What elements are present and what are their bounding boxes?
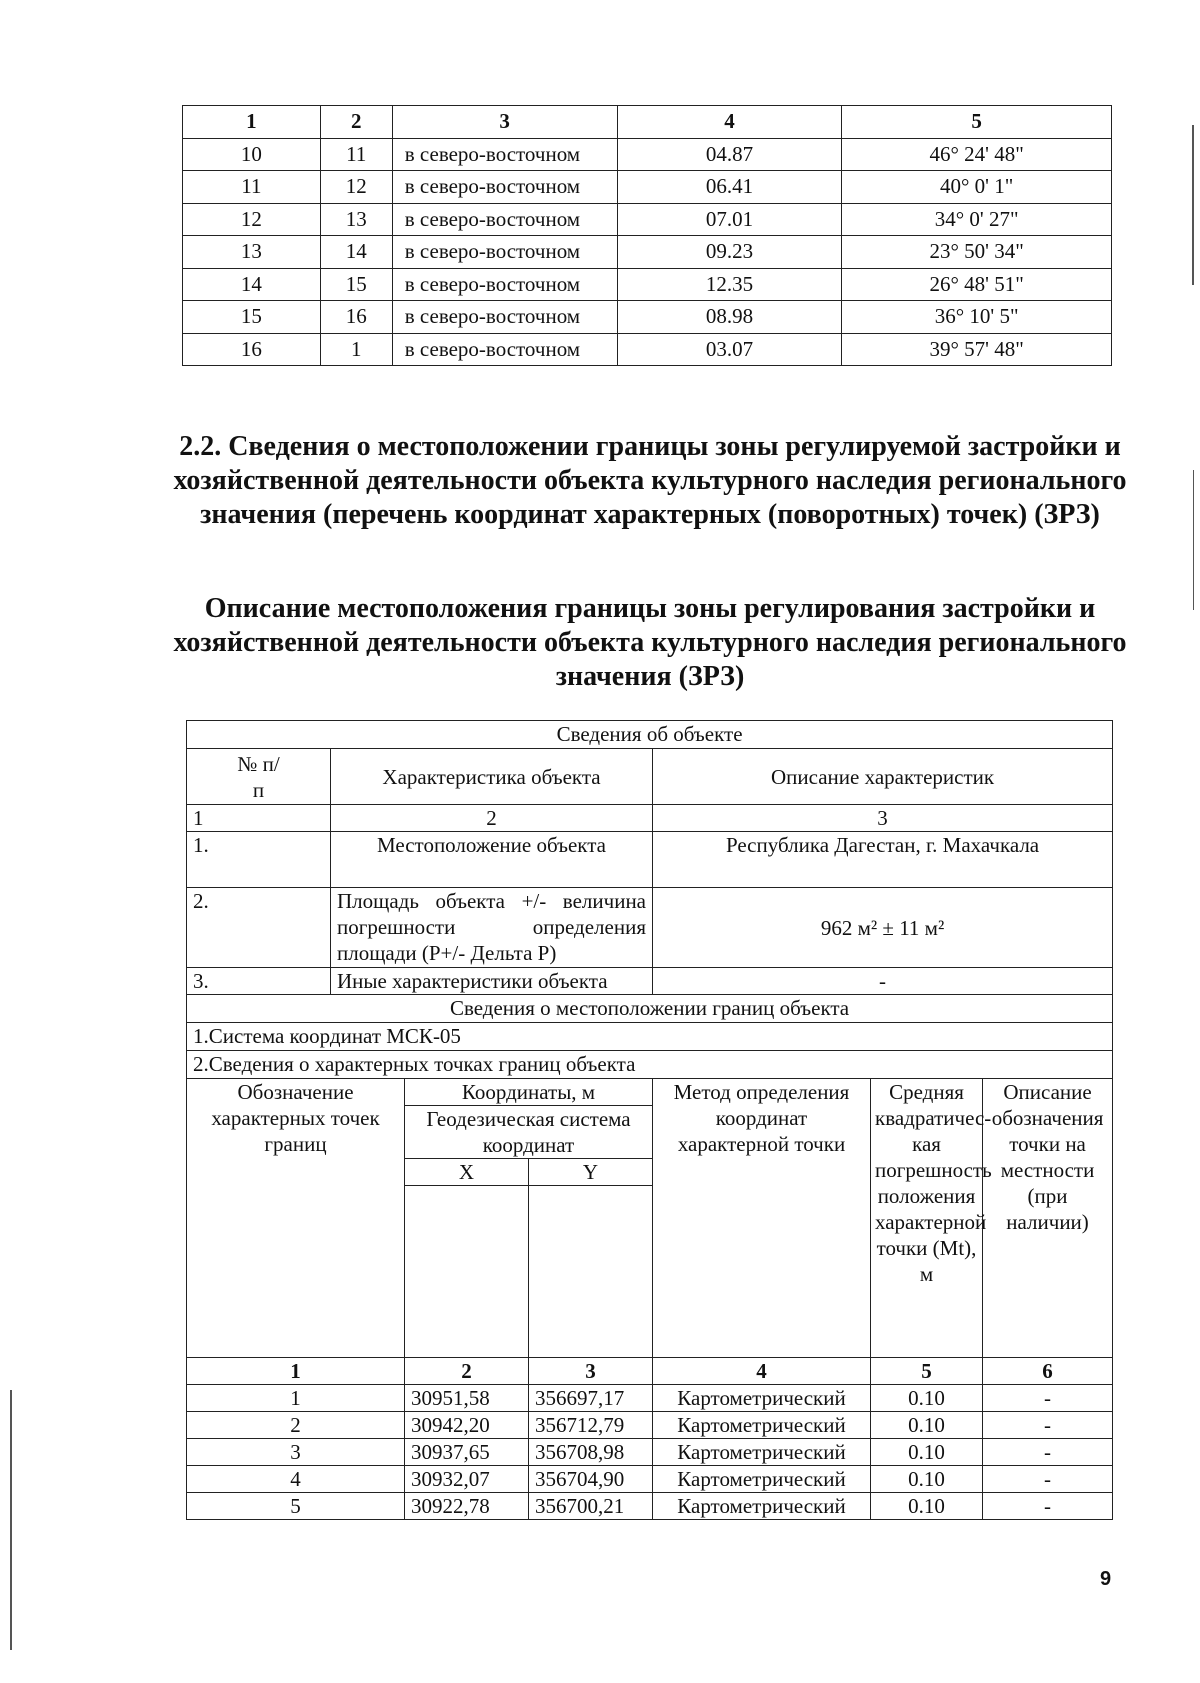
bearing-header-cell: 3 xyxy=(392,106,617,139)
points-title: 2.Сведения о характерных точках границ объекта xyxy=(187,1051,1113,1079)
index-cell: 2 xyxy=(331,805,653,832)
coord-system: 1.Система координат МСК-05 xyxy=(187,1023,1113,1051)
table-row xyxy=(183,301,1112,334)
bearing-header-cell: 1 xyxy=(183,106,321,139)
points-index-cell: 4 xyxy=(653,1358,871,1385)
from-point-cell: 10 xyxy=(183,138,321,171)
points-header-row xyxy=(187,1079,1113,1159)
points-index-cell: 3 xyxy=(529,1358,653,1385)
y-cell: 356697,17 xyxy=(529,1385,653,1412)
coords-header xyxy=(405,1079,653,1159)
description-header: Описание характеристик xyxy=(653,749,1113,805)
method-cell: Картометрический xyxy=(653,1412,871,1439)
x-header-spacer xyxy=(405,1186,529,1358)
from-point-cell: 11 xyxy=(183,171,321,204)
section-heading: 2.2. Сведения о местоположении границы зоны регулируемой застройки и хозяйственной деятельности объекта культурного наследия регионального значения (перечень координат характерных (поворотных) точек) (ЗРЗ) xyxy=(173,431,1127,530)
object-row-number: 2. xyxy=(187,888,331,968)
object-row-number: 1. xyxy=(187,832,331,888)
y-header: Y xyxy=(529,1159,653,1186)
from-point-cell: 15 xyxy=(183,301,321,334)
object-row-value: - xyxy=(653,968,1113,995)
error-cell: 0.10 xyxy=(871,1493,983,1520)
angle-cell: 36° 10' 5" xyxy=(842,301,1112,334)
table-row xyxy=(187,1412,1113,1439)
table-row xyxy=(187,1385,1113,1412)
object-row xyxy=(187,832,1113,888)
distance-cell: 04.87 xyxy=(617,138,842,171)
boundary-title: Сведения о местоположении границ объекта xyxy=(187,995,1113,1023)
bearing-table xyxy=(182,105,1112,366)
object-title-row xyxy=(187,721,1113,749)
point-id-cell: 4 xyxy=(187,1466,405,1493)
method-cell: Картометрический xyxy=(653,1439,871,1466)
to-point-cell: 15 xyxy=(320,268,392,301)
table-row xyxy=(183,171,1112,204)
error-cell: 0.10 xyxy=(871,1439,983,1466)
point-description-cell: - xyxy=(983,1412,1113,1439)
points-index-cell: 6 xyxy=(983,1358,1113,1385)
point-id-cell: 2 xyxy=(187,1412,405,1439)
error-cell: 0.10 xyxy=(871,1412,983,1439)
from-point-cell: 16 xyxy=(183,333,321,366)
table-row xyxy=(183,333,1112,366)
object-header-row xyxy=(187,749,1113,805)
direction-cell: в северо-восточном xyxy=(392,301,617,334)
point-description-cell: - xyxy=(983,1385,1113,1412)
direction-cell: в северо-восточном xyxy=(392,171,617,204)
object-row-value: 962 м² ± 11 м² xyxy=(653,888,1113,968)
distance-cell: 07.01 xyxy=(617,203,842,236)
direction-cell: в северо-восточном xyxy=(392,333,617,366)
angle-cell: 23° 50' 34" xyxy=(842,236,1112,269)
table-row xyxy=(183,138,1112,171)
distance-cell: 08.98 xyxy=(617,301,842,334)
point-id-cell: 1 xyxy=(187,1385,405,1412)
object-info-title: Сведения об объекте xyxy=(187,721,1113,749)
table-row xyxy=(187,1439,1113,1466)
y-cell: 356700,21 xyxy=(529,1493,653,1520)
point-id-cell: 5 xyxy=(187,1493,405,1520)
from-point-cell: 13 xyxy=(183,236,321,269)
y-cell: 356704,90 xyxy=(529,1466,653,1493)
object-row-characteristic: Местоположение объекта xyxy=(331,832,653,888)
angle-cell: 39° 57' 48" xyxy=(842,333,1112,366)
y-cell: 356708,98 xyxy=(529,1439,653,1466)
coords-label: Координаты, м xyxy=(405,1079,652,1106)
error-cell: 0.10 xyxy=(871,1466,983,1493)
table-row xyxy=(183,203,1112,236)
scan-edge-mark xyxy=(1193,470,1194,610)
distance-cell: 12.35 xyxy=(617,268,842,301)
angle-cell: 40° 0' 1" xyxy=(842,171,1112,204)
object-row-characteristic: Иные характеристики объекта xyxy=(331,968,653,995)
page-number: 9 xyxy=(1100,1568,1112,1590)
object-index-row xyxy=(187,805,1113,832)
bearing-table-header-row xyxy=(183,106,1112,139)
x-cell: 30937,65 xyxy=(405,1439,529,1466)
characteristic-header: Характеристика объекта xyxy=(331,749,653,805)
to-point-cell: 16 xyxy=(320,301,392,334)
number-header: № п/п xyxy=(187,749,331,805)
point-description-cell: - xyxy=(983,1439,1113,1466)
x-cell: 30942,20 xyxy=(405,1412,529,1439)
error-header: Средняя квадратичес-кая погрешность положения характерной точки (Mt), м xyxy=(871,1079,983,1358)
angle-cell: 46° 24' 48" xyxy=(842,138,1112,171)
table-row xyxy=(187,1493,1113,1520)
distance-cell: 09.23 xyxy=(617,236,842,269)
to-point-cell: 13 xyxy=(320,203,392,236)
angle-cell: 34° 0' 27" xyxy=(842,203,1112,236)
direction-cell: в северо-восточном xyxy=(392,236,617,269)
points-index-row xyxy=(187,1358,1113,1385)
points-index-cell: 5 xyxy=(871,1358,983,1385)
scan-edge-mark xyxy=(1192,125,1194,285)
object-row xyxy=(187,968,1113,995)
direction-cell: в северо-восточном xyxy=(392,138,617,171)
object-row-characteristic: Площадь объекта +/- величина погрешности определения площади (P+/- Дельта P) xyxy=(331,888,653,968)
method-header: Метод определения координат характерной точки xyxy=(653,1079,871,1358)
point-id-cell: 3 xyxy=(187,1439,405,1466)
table-row xyxy=(187,1466,1113,1493)
table-row xyxy=(183,236,1112,269)
to-point-cell: 14 xyxy=(320,236,392,269)
angle-cell: 26° 48' 51" xyxy=(842,268,1112,301)
index-cell: 1 xyxy=(187,805,331,832)
x-cell: 30932,07 xyxy=(405,1466,529,1493)
points-index-cell: 1 xyxy=(187,1358,405,1385)
geodetic-label: Геодезическая система координат xyxy=(426,1107,631,1157)
to-point-cell: 1 xyxy=(320,333,392,366)
to-point-cell: 11 xyxy=(320,138,392,171)
index-cell: 3 xyxy=(653,805,1113,832)
object-row xyxy=(187,888,1113,968)
coord-system-row xyxy=(187,1023,1113,1051)
method-cell: Картометрический xyxy=(653,1466,871,1493)
points-index-cell: 2 xyxy=(405,1358,529,1385)
bearing-header-cell: 4 xyxy=(617,106,842,139)
table-row xyxy=(183,268,1112,301)
point-description-cell: - xyxy=(983,1466,1113,1493)
point-description-header: Описание обозначения точки на местности (при наличии) xyxy=(983,1079,1113,1358)
distance-cell: 06.41 xyxy=(617,171,842,204)
point-description-cell: - xyxy=(983,1493,1113,1520)
designation-header: Обозначение характерных точек границ xyxy=(187,1079,405,1358)
method-cell: Картометрический xyxy=(653,1493,871,1520)
method-cell: Картометрический xyxy=(653,1385,871,1412)
object-row-value: Республика Дагестан, г. Махачкала xyxy=(653,832,1113,888)
direction-cell: в северо-восточном xyxy=(392,203,617,236)
to-point-cell: 12 xyxy=(320,171,392,204)
object-row-number: 3. xyxy=(187,968,331,995)
distance-cell: 03.07 xyxy=(617,333,842,366)
y-cell: 356712,79 xyxy=(529,1412,653,1439)
y-header-spacer xyxy=(529,1186,653,1358)
x-header: X xyxy=(405,1159,529,1186)
error-cell: 0.10 xyxy=(871,1385,983,1412)
boundary-title-row xyxy=(187,995,1113,1023)
from-point-cell: 12 xyxy=(183,203,321,236)
bearing-header-cell: 2 xyxy=(320,106,392,139)
direction-cell: в северо-восточном xyxy=(392,268,617,301)
bearing-header-cell: 5 xyxy=(842,106,1112,139)
object-table xyxy=(186,720,1113,1520)
x-cell: 30922,78 xyxy=(405,1493,529,1520)
points-title-row xyxy=(187,1051,1113,1079)
scan-edge-mark xyxy=(10,1390,12,1650)
description-heading: Описание местоположения границы зоны регулирования застройки и хозяйственной деятельности объекта культурного наследия регионального значения (ЗРЗ) xyxy=(173,593,1127,692)
x-cell: 30951,58 xyxy=(405,1385,529,1412)
from-point-cell: 14 xyxy=(183,268,321,301)
